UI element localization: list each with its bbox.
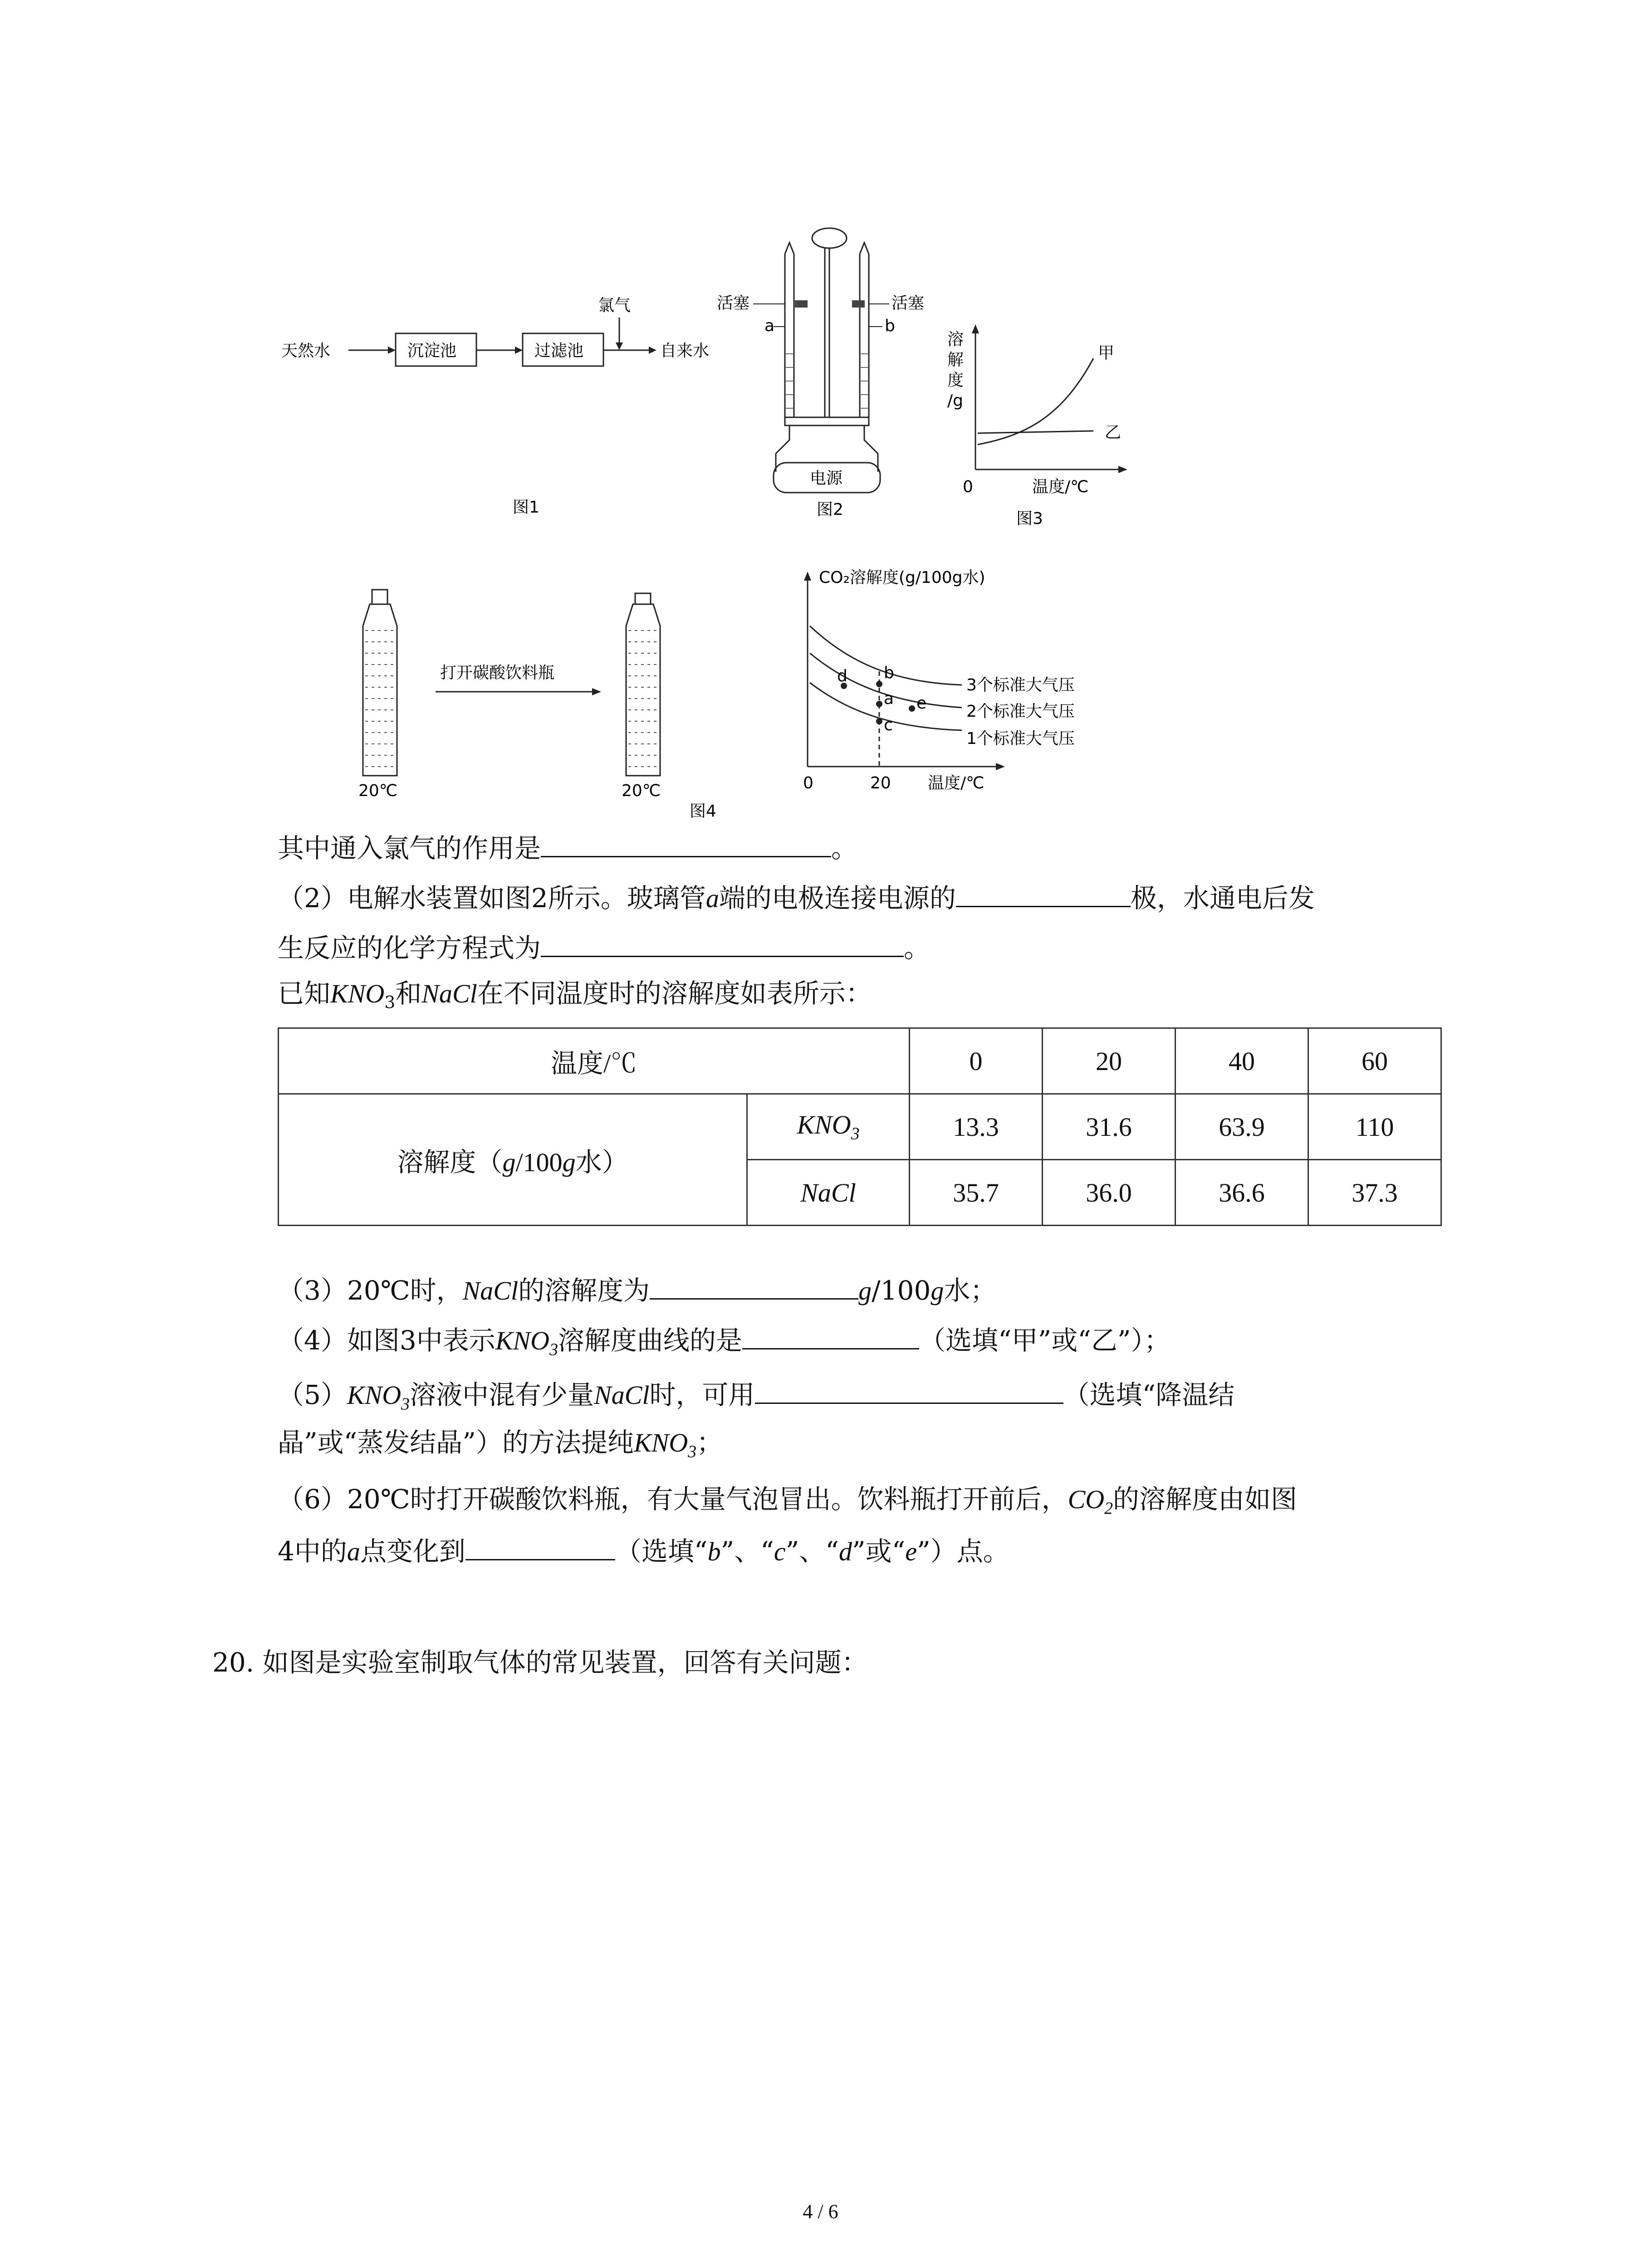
q3-line: （3）20℃时，NaCl的溶解度为 g/100g水；	[278, 1270, 996, 1309]
figure-3	[944, 313, 1180, 549]
fig3-curve-yi	[978, 431, 1093, 433]
fig1-caption: 图1	[513, 498, 539, 517]
svg-text:d: d	[837, 667, 847, 685]
svg-text:b: b	[884, 664, 894, 682]
table-cell: 35.7	[910, 1160, 1043, 1226]
fig4-curve-label-3: 3个标准大气压	[966, 676, 1075, 694]
svg-text:过滤池: 过滤池	[534, 342, 584, 360]
table-cell: 36.6	[1176, 1160, 1308, 1226]
table-cell: 63.9	[1176, 1094, 1308, 1160]
table-row-label: 溶解度（g/100g水）	[279, 1094, 747, 1226]
q2-line2: 生反应的化学方程式为 。	[278, 928, 930, 966]
fig4-bottle-open	[626, 593, 660, 776]
q3-answer-blank[interactable]	[650, 1270, 858, 1300]
table-header-label: 温度/℃	[279, 1028, 910, 1094]
q4-line: （4）如图3中表示$KNO_3$溶解度曲线的是 （选填“甲”或“乙”）；	[278, 1320, 1171, 1368]
svg-text:溶: 溶	[947, 330, 964, 349]
svg-text:电源: 电源	[810, 469, 843, 488]
svg-text:e: e	[916, 694, 927, 713]
table-temp-40: 40	[1176, 1028, 1308, 1094]
fig4-x0: 0	[803, 774, 813, 792]
table-cell: 110	[1308, 1094, 1441, 1160]
q6-answer-blank[interactable]	[465, 1531, 615, 1560]
q2-equation-blank[interactable]	[541, 928, 904, 957]
fig4-temp-left: 20℃	[358, 782, 398, 800]
fig3-caption: 图3	[1016, 509, 1043, 528]
figure-2	[708, 218, 944, 544]
table-kno3-label: $KNO_3$	[747, 1094, 910, 1160]
page-number: 4 / 6	[803, 2200, 838, 2223]
q6-line2: 4中的a点变化到 （选填“b”、“c”、“d”或“e”）点。	[278, 1531, 1009, 1570]
q2-pole-blank[interactable]	[956, 878, 1131, 907]
fig3-yi-label: 乙	[1105, 423, 1122, 442]
fig4-point-c	[876, 718, 882, 724]
figure-4	[327, 562, 1125, 826]
fig2-tube-a-label: a	[764, 317, 775, 335]
fig1-product-text: 自来水	[660, 342, 710, 360]
q5-line1: $(5)KNO_3$溶液中混有少量NaCl时，可用 （选填“降温结	[278, 1374, 1234, 1422]
figure-1	[272, 290, 735, 544]
fig3-origin: 0	[963, 478, 973, 496]
fig3-jia-label: 甲	[1098, 344, 1115, 362]
q5-answer-blank[interactable]	[755, 1374, 1063, 1404]
solubility-table	[278, 1027, 1442, 1226]
q20-line: 20. 如图是实验室制取气体的常见装置，回答有关问题：	[212, 1647, 868, 1678]
q4-answer-blank[interactable]	[742, 1320, 919, 1349]
fig4-caption: 图4	[690, 802, 716, 821]
table-cell: 13.3	[910, 1094, 1043, 1160]
fig2-tube-b-label: b	[885, 317, 895, 335]
svg-text:/g: /g	[947, 391, 963, 410]
fig4-point-e	[909, 705, 915, 712]
q1-answer-blank[interactable]	[541, 828, 831, 857]
table-nacl-label: NaCl	[747, 1160, 910, 1226]
table-cell: 31.6	[1043, 1094, 1176, 1160]
fig4-arrow-label: 打开碳酸饮料瓶	[440, 664, 555, 682]
table-header-row	[279, 1028, 1441, 1094]
table-row-kno3	[279, 1094, 1441, 1160]
fig4-curve-label-2: 2个标准大气压	[966, 702, 1075, 721]
q5-line2: 晶”或“蒸发结晶”）的方法提纯$KNO_3$；	[278, 1427, 723, 1461]
fig4-ylabel: CO₂溶解度(g/100g水)	[819, 568, 985, 587]
q6-line1: （6）20℃时打开碳酸饮料瓶，有大量气泡冒出。饮料瓶打开前后，$CO_2$的溶解度由如图	[278, 1484, 1298, 1518]
fig2-valve-right: 活塞	[892, 294, 925, 313]
table-temp-20: 20	[1043, 1028, 1176, 1094]
fig1-chlorine-text: 氯气	[598, 296, 631, 315]
svg-text:解: 解	[947, 351, 964, 369]
q2-line1: （2）电解水装置如图2所示。玻璃管a端的电极连接电源的 极，水通电后发	[278, 878, 1315, 917]
intro-line: 已知$KNO_3$和NaCl在不同温度时的溶解度如表所示：	[278, 978, 872, 1012]
svg-text:a: a	[884, 689, 894, 708]
table-temp-0: 0	[910, 1028, 1043, 1094]
fig4-xlabel: 温度/℃	[928, 774, 985, 792]
fig2-valve-left: 活塞	[717, 294, 750, 313]
table-cell: 37.3	[1308, 1160, 1441, 1226]
fig3-ylabel	[947, 330, 964, 410]
fig4-temp-right: 20℃	[622, 782, 661, 800]
table-temp-60: 60	[1308, 1028, 1441, 1094]
q1-tail-line: 其中通入氯气的作用是 。	[278, 828, 857, 866]
fig1-source-text: 天然水	[281, 342, 331, 360]
fig4-x20: 20	[870, 774, 891, 792]
fig4-point-b	[876, 681, 882, 687]
svg-text:c: c	[884, 716, 893, 734]
fig4-curve-label-1: 1个标准大气压	[966, 729, 1075, 748]
fig3-xlabel: 温度/℃	[1032, 478, 1089, 496]
fig4-point-a	[876, 701, 882, 707]
fig4-bottle-closed	[363, 590, 397, 776]
fig2-caption: 图2	[817, 500, 843, 519]
table-cell: 36.0	[1043, 1160, 1176, 1226]
svg-text:沉淀池: 沉淀池	[407, 342, 457, 360]
svg-text:度: 度	[947, 371, 964, 390]
